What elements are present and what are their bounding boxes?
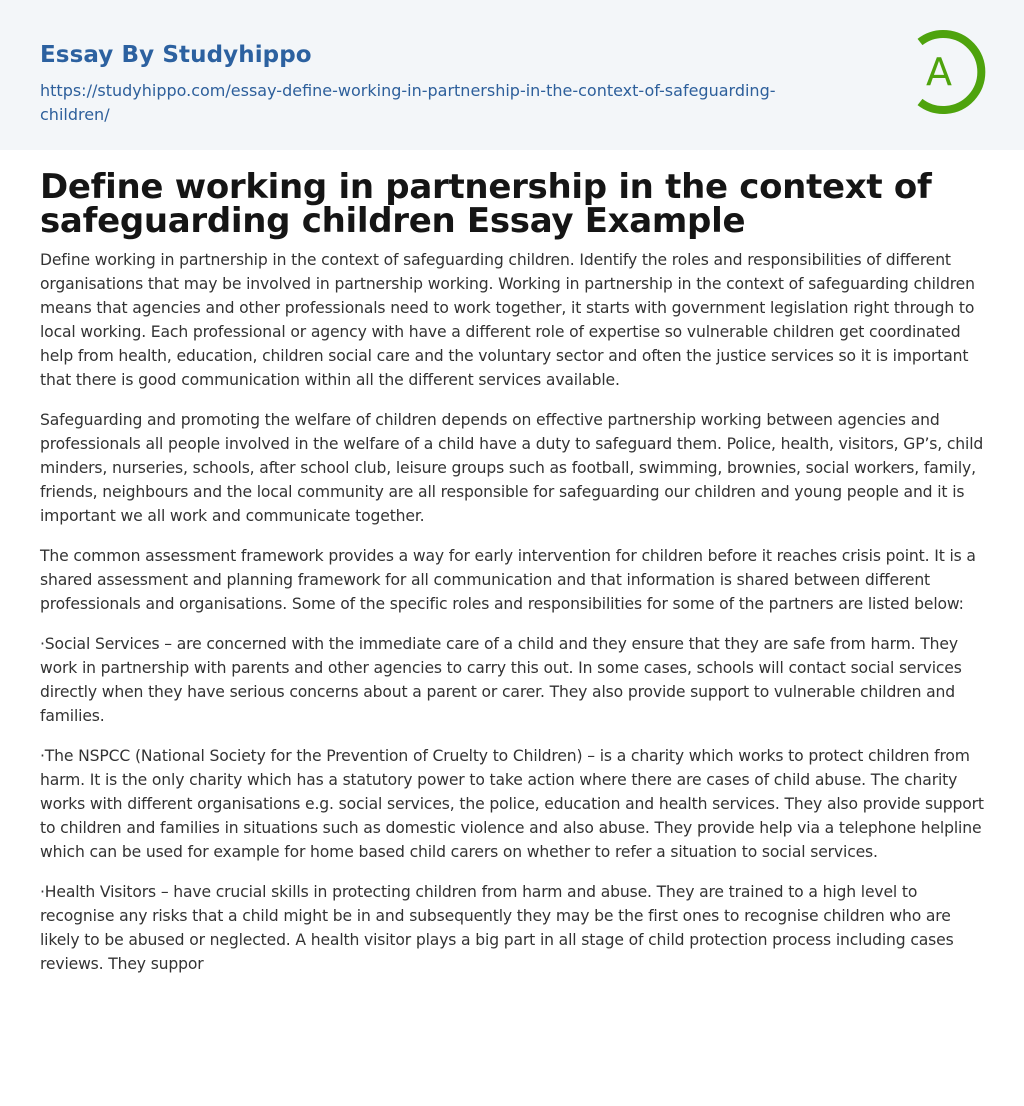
logo-letter: A [926, 50, 952, 94]
site-header [0, 0, 1024, 150]
article-paragraph: The common assessment framework provides a way for early intervention for children before it reaches crisis point. It is a shared assessment and planning framework for all communication and that information is shared between different professionals and organisations. Some of the specific roles and responsibilities for some of the partners are listed below: [40, 547, 976, 613]
article-paragraph: Safeguarding and promoting the welfare of children depends on effective partnership working between agencies and professionals all people involved in the welfare of a child have a duty to safeguard them. Police, health, visitors, GP’s, child minders, nurseries, schools, after school club, leisure groups such as football, swimming, brownies, social workers, family, friends, neighbours and the local community are all responsible for safeguarding our children and young people and it is important we all work and communicate together. [40, 411, 984, 525]
logo-arc-a-icon [906, 28, 988, 116]
page-title: Define working in partnership in the context of safeguarding children Essay Example [40, 167, 932, 241]
article-paragraph: Define working in partnership in the context of safeguarding children. Identify the roles and responsibilities of different organisations that may be involved in partnership working. Working in partnership in the context of safeguarding children means that agencies and other professionals need to work together, it starts with government legislation right through to local working. Each professional or agency with have a different role of expertise so vulnerable children get coordinated help from health, education, children social care and the voluntary sector and often the justice services so it is important that there is good communication within all the different services available. [40, 251, 975, 389]
source-url-link[interactable]: https://studyhippo.com/essay-define-working-in-partnership-in-the-context-of-safeguarding-children/ [40, 81, 776, 124]
studyhippo-logo[interactable] [906, 28, 988, 116]
article [0, 150, 1024, 976]
article-paragraph-nspcc: ·The NSPCC (National Society for the Prevention of Cruelty to Children) – is a charity which works to protect children from harm. It is the only charity which has a statutory power to take action where there are cases of child abuse. The charity works with different organisations e.g. social services, the police, education and health services. They also provide support to children and families in situations such as domestic violence and also abuse. They provide help via a telephone helpline which can be used for example for home based child carers on whether to refer a situation to social services. [40, 747, 984, 861]
article-paragraph-health-visitors: ·Health Visitors – have crucial skills in protecting children from harm and abuse. They are trained to a high level to recognise any risks that a child might be in and subsequently they may be the first ones to recognise children who are likely to be abused or neglected. A health visitor plays a big part in all stage of child protection process including cases reviews. They suppor [40, 883, 954, 973]
brand-title: Essay By Studyhippo [40, 42, 312, 68]
article-paragraph-social-services: ·Social Services – are concerned with the immediate care of a child and they ensure that they are safe from harm. They work in partnership with parents and other agencies to carry this out. In some cases, schools will contact social services directly when they have serious concerns about a parent or carer. They also provide support to vulnerable children and families. [40, 635, 962, 725]
